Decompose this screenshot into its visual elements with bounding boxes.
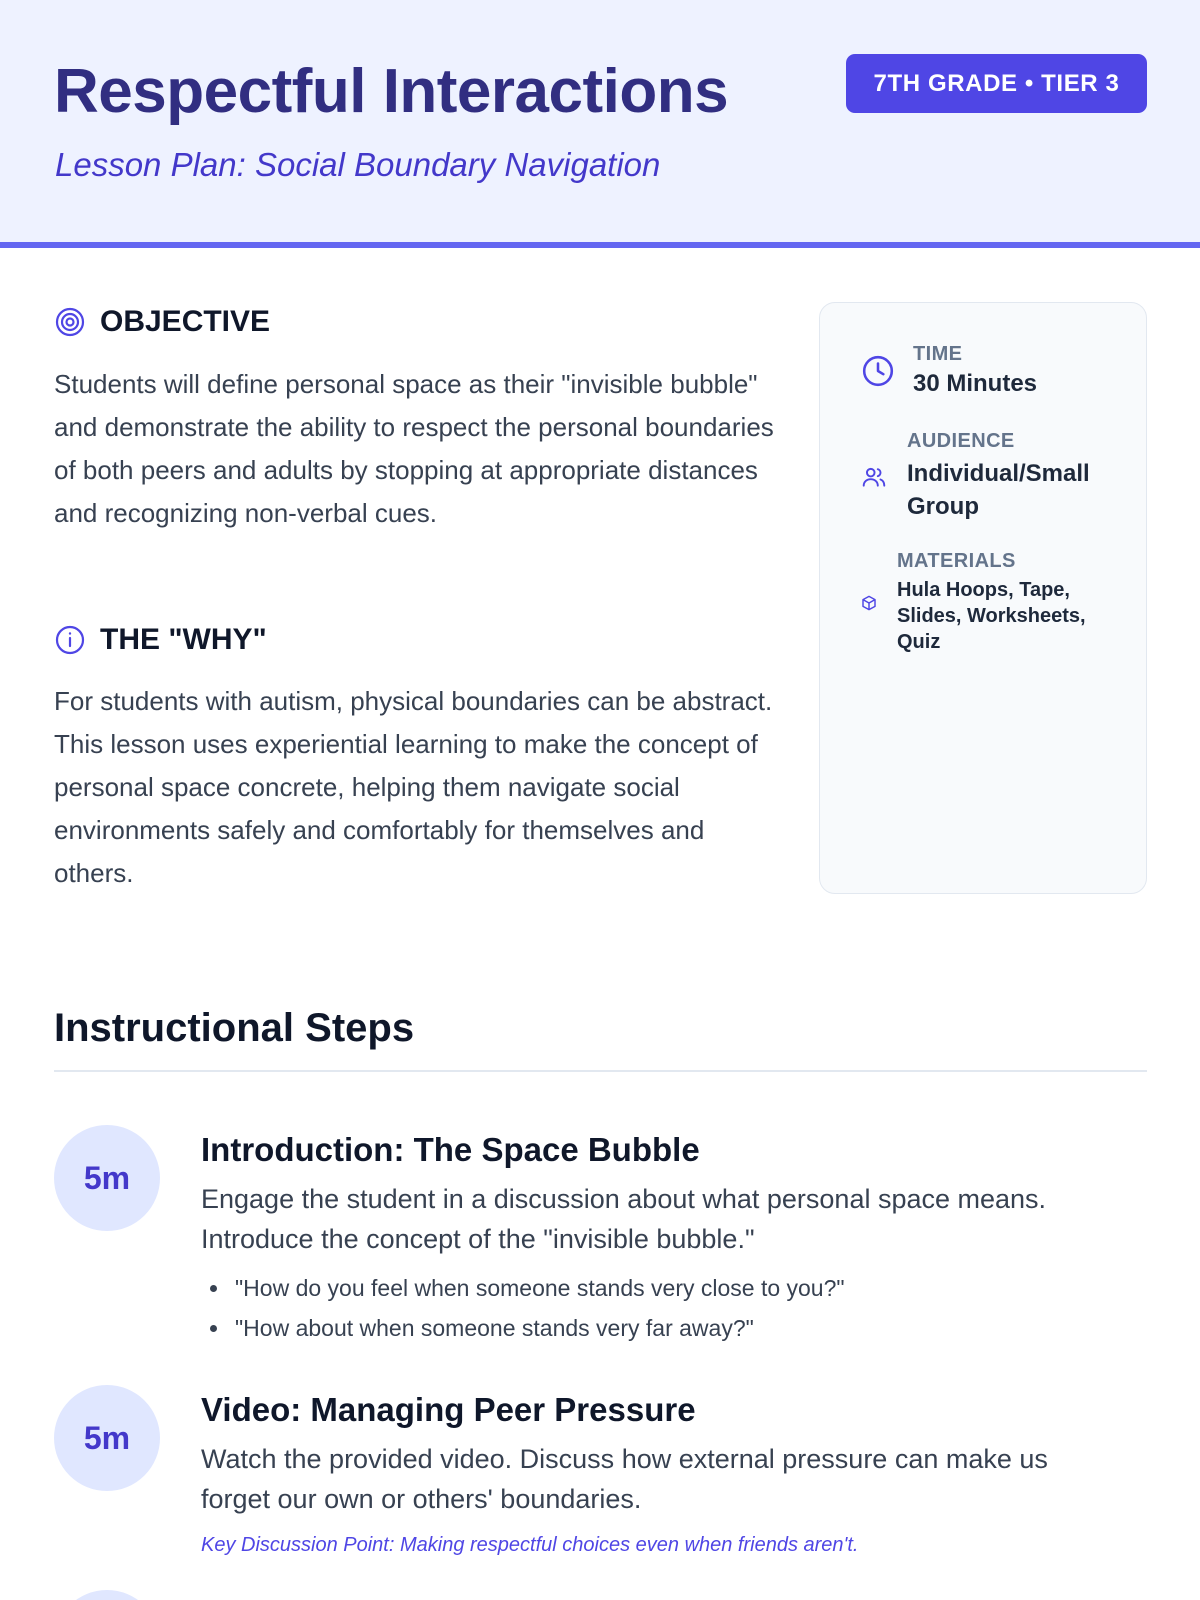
- step-title: Video: Managing Peer Pressure: [201, 1391, 696, 1428]
- time-value: 30 Minutes: [913, 370, 1038, 397]
- audience-value: Individual/Small Group: [907, 460, 1090, 520]
- list-item: "How do you feel when someone stands very close to you?": [201, 1268, 845, 1308]
- lesson-header: [0, 0, 1200, 248]
- step-duration-badge: 5m: [54, 1385, 160, 1491]
- step-description: Engage the student in a discussion about what personal space means. Introduce the concept of the "invisible bubble.": [201, 1184, 1047, 1254]
- page-subtitle: Lesson Plan: Social Boundary Navigation: [55, 146, 661, 183]
- info-materials: [861, 550, 1121, 655]
- objective-heading-label: OBJECTIVE: [100, 305, 271, 338]
- time-label: TIME: [913, 343, 963, 365]
- audience-label: AUDIENCE: [907, 430, 1015, 452]
- why-heading-label: THE "WHY": [100, 623, 267, 656]
- box-icon: [861, 595, 877, 611]
- materials-label: MATERIALS: [897, 550, 1016, 572]
- step-duration-badge: 5m: [54, 1125, 160, 1231]
- info-time: [861, 343, 1037, 398]
- why-text: For students with autism, physical boundaries can be abstract. This lesson uses experiential learning to make the concept of personal space concrete, helping them navigate social environments safely and comfortably for themselves and others.: [54, 686, 773, 888]
- objective-text: Students will define personal space as their "invisible bubble" and demonstrate the ability to respect the personal boundaries of both peers and adults by stopping at appropriate distances and recognizing non-verbal cues.: [54, 369, 774, 528]
- clock-icon: [861, 354, 895, 388]
- target-icon: [54, 306, 86, 338]
- objective-heading: [54, 305, 270, 339]
- page-title: Respectful Interactions: [54, 57, 729, 126]
- step-discussion-note: Key Discussion Point: Making respectful choices even when friends aren't.: [201, 1534, 859, 1556]
- step-description: Watch the provided video. Discuss how external pressure can make us forget our own or others' boundaries.: [201, 1444, 1048, 1514]
- steps-section-title: Instructional Steps: [54, 1006, 415, 1050]
- step-title: Introduction: The Space Bubble: [201, 1131, 700, 1168]
- steps-divider: [54, 1070, 1147, 1072]
- grade-tier-badge: 7TH GRADE • TIER 3: [846, 54, 1147, 113]
- why-heading: [54, 623, 267, 657]
- info-icon: [54, 624, 86, 656]
- next-step-badge: [54, 1590, 160, 1600]
- list-item: "How about when someone stands very far away?": [201, 1308, 845, 1348]
- materials-value: Hula Hoops, Tape, Slides, Worksheets, Quiz: [897, 579, 1086, 653]
- users-icon: [861, 464, 887, 490]
- info-audience: [861, 430, 1131, 523]
- step-bullet-list: [201, 1268, 845, 1348]
- lesson-info-card: [819, 302, 1147, 894]
